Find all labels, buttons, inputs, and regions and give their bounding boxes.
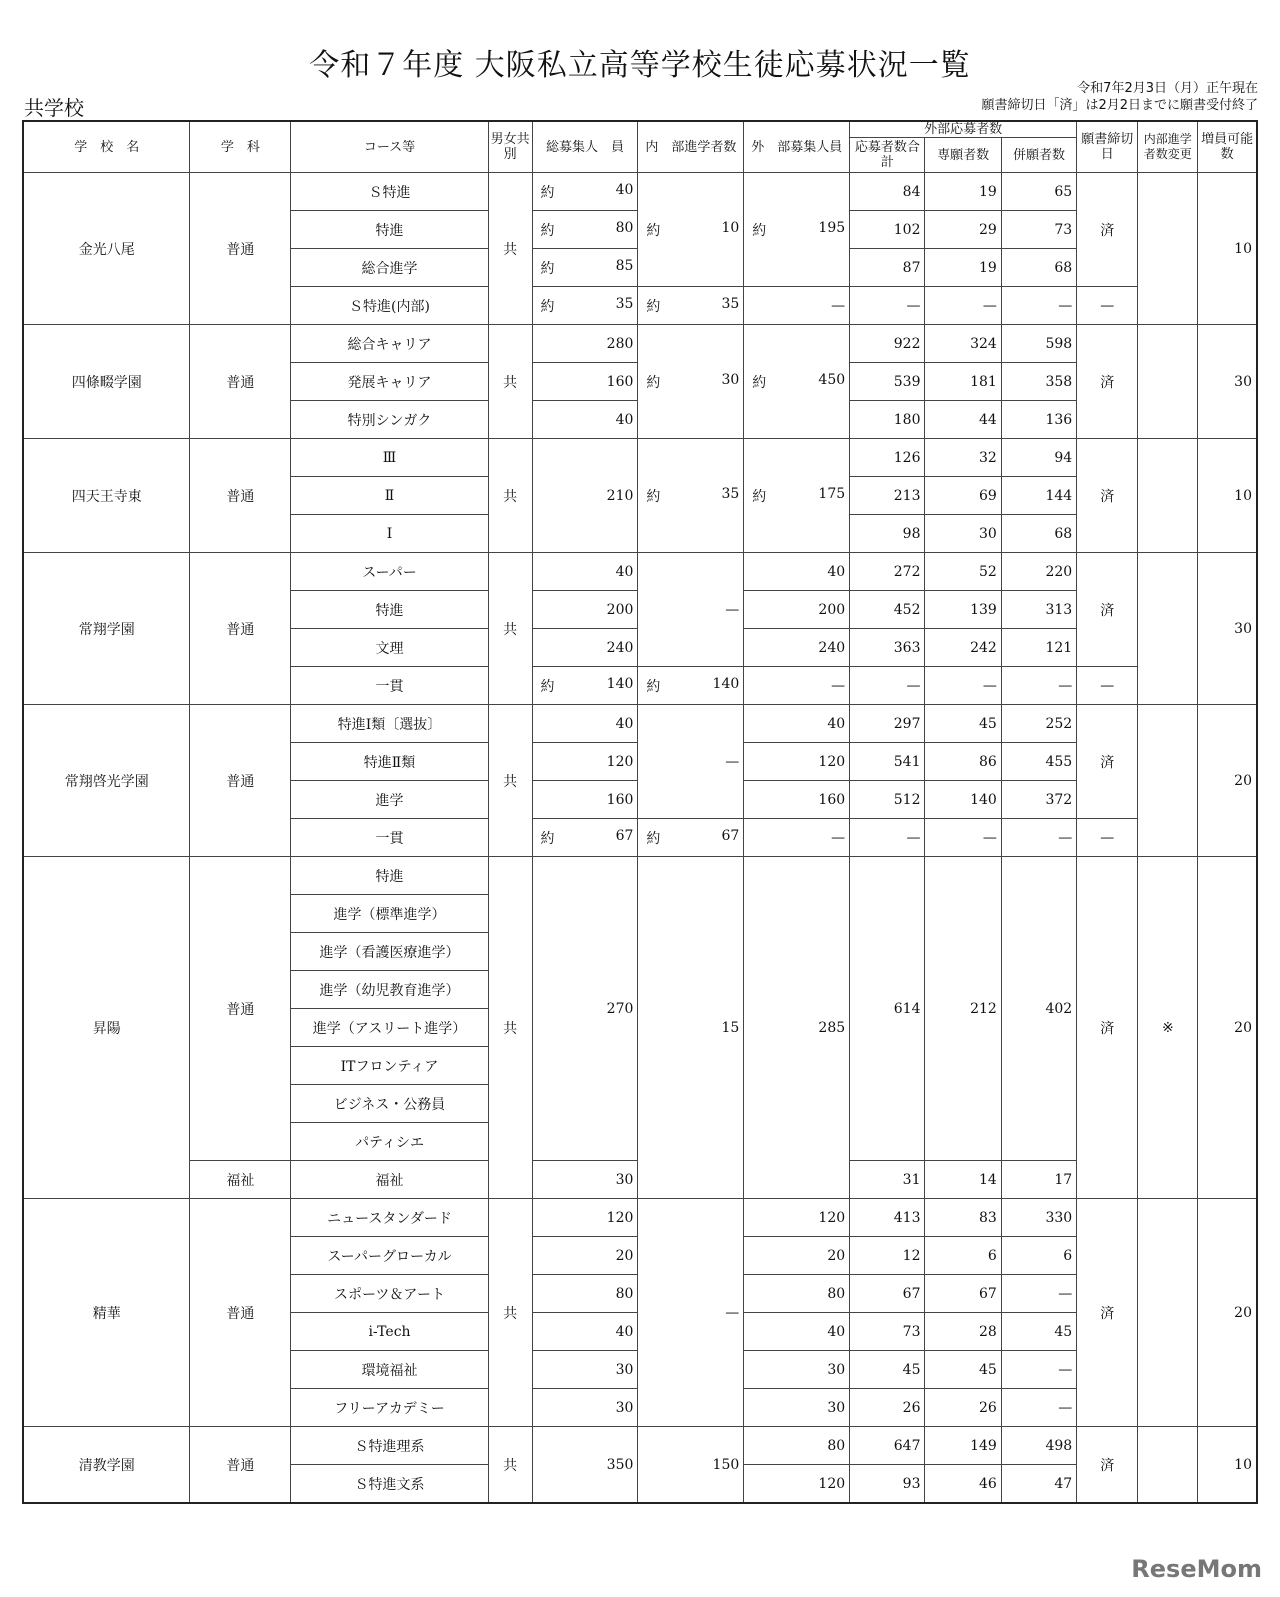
applicants-total: 413 bbox=[850, 1199, 925, 1237]
internal-count bbox=[638, 173, 744, 287]
external-quota bbox=[744, 439, 850, 553]
external-quota-value: 450 bbox=[818, 371, 846, 388]
internal-change bbox=[1138, 325, 1198, 439]
increase-capacity: 20 bbox=[1198, 857, 1257, 1199]
total-quota: 40 bbox=[532, 553, 638, 591]
deadline-status: 済 bbox=[1077, 1199, 1138, 1427]
department: 普通 bbox=[190, 439, 291, 553]
course-name: 特別シンガク bbox=[291, 401, 489, 439]
heigan-count: 68 bbox=[1001, 515, 1076, 553]
header-sengan: 専願者数 bbox=[925, 138, 1001, 173]
external-quota-prefix: 約 bbox=[752, 222, 767, 239]
external-quota: 120 bbox=[744, 1199, 850, 1237]
course-name: 進学（標準進学） bbox=[291, 895, 489, 933]
increase-capacity: 20 bbox=[1198, 1199, 1257, 1427]
school-name: 四天王寺東 bbox=[23, 439, 190, 553]
total-quota: 200 bbox=[532, 591, 638, 629]
course-name: Ｓ特進 bbox=[291, 173, 489, 211]
total-quota-prefix: 約 bbox=[540, 678, 555, 695]
sengan-count: 242 bbox=[925, 629, 1001, 667]
header-dept: 学 科 bbox=[190, 121, 291, 173]
heigan-count: 455 bbox=[1001, 743, 1076, 781]
external-quota: 200 bbox=[744, 591, 850, 629]
heigan-count: 121 bbox=[1001, 629, 1076, 667]
deadline-status: 済 bbox=[1077, 325, 1138, 439]
total-quota-prefix: 約 bbox=[540, 298, 555, 315]
course-name: 進学（アスリート進学） bbox=[291, 1009, 489, 1047]
department: 普通 bbox=[190, 705, 291, 857]
as-of-date: 令和7年2月3日（月）正午現在 bbox=[1077, 81, 1258, 96]
gender-type: 共 bbox=[488, 553, 532, 705]
heigan-count: 65 bbox=[1001, 173, 1076, 211]
course-name: 総合進学 bbox=[291, 249, 489, 287]
external-quota-prefix: 約 bbox=[752, 374, 767, 391]
sengan-count: 181 bbox=[925, 363, 1001, 401]
header-increase: 増員可能数 bbox=[1198, 121, 1257, 173]
internal-count bbox=[638, 667, 744, 705]
sengan-count: 45 bbox=[925, 705, 1001, 743]
table-row bbox=[23, 553, 1257, 591]
internal-change bbox=[1138, 705, 1198, 857]
course-name: 進学 bbox=[291, 781, 489, 819]
internal-count-value: 35 bbox=[721, 295, 740, 312]
external-quota bbox=[744, 173, 850, 287]
course-name: 進学（幼児教育進学） bbox=[291, 971, 489, 1009]
heigan-count: 68 bbox=[1001, 249, 1076, 287]
external-quota: 20 bbox=[744, 1237, 850, 1275]
deadline-status: 済 bbox=[1077, 857, 1138, 1199]
department: 普通 bbox=[190, 173, 291, 325]
applicants-total: 87 bbox=[850, 249, 925, 287]
total-quota-value: 67 bbox=[615, 827, 634, 844]
internal-count-prefix: 約 bbox=[646, 488, 661, 505]
deadline-status: 済 bbox=[1077, 1427, 1138, 1504]
applications-table bbox=[22, 120, 1258, 1504]
applicants-total: 45 bbox=[850, 1351, 925, 1389]
total-quota: 20 bbox=[532, 1237, 638, 1275]
header-deadline: 願書締切日 bbox=[1077, 121, 1138, 173]
external-quota: 40 bbox=[744, 1313, 850, 1351]
course-name: Ｓ特進理系 bbox=[291, 1427, 489, 1465]
course-name: Ⅲ bbox=[291, 439, 489, 477]
gender-type: 共 bbox=[488, 857, 532, 1199]
deadline-status: 済 bbox=[1077, 553, 1138, 667]
heigan-count: 6 bbox=[1001, 1237, 1076, 1275]
header-internal: 内 部進学者数 bbox=[638, 121, 744, 173]
table-row bbox=[23, 439, 1257, 477]
sengan-count: 44 bbox=[925, 401, 1001, 439]
total-quota: 40 bbox=[532, 401, 638, 439]
course-name: 環境福祉 bbox=[291, 1351, 489, 1389]
heigan-count: 498 bbox=[1001, 1427, 1076, 1465]
course-name: ビジネス・公務員 bbox=[291, 1085, 489, 1123]
applicants-total: 31 bbox=[850, 1161, 925, 1199]
total-quota-prefix: 約 bbox=[540, 260, 555, 277]
department: 普通 bbox=[190, 553, 291, 705]
external-quota: 285 bbox=[744, 857, 850, 1199]
sengan-count: 30 bbox=[925, 515, 1001, 553]
sengan-count: — bbox=[925, 819, 1001, 857]
school-name: 昇陽 bbox=[23, 857, 190, 1199]
internal-count bbox=[638, 325, 744, 439]
course-name: Ｓ特進(内部) bbox=[291, 287, 489, 325]
course-name: フリーアカデミー bbox=[291, 1389, 489, 1427]
heigan-count: 73 bbox=[1001, 211, 1076, 249]
total-quota: 30 bbox=[532, 1161, 638, 1199]
total-quota: 270 bbox=[532, 857, 638, 1161]
course-name: ニュースタンダード bbox=[291, 1199, 489, 1237]
heigan-count: 252 bbox=[1001, 705, 1076, 743]
internal-count-prefix: 約 bbox=[646, 678, 661, 695]
sengan-count: 139 bbox=[925, 591, 1001, 629]
course-name: 進学（看護医療進学） bbox=[291, 933, 489, 971]
total-quota bbox=[532, 819, 638, 857]
external-quota-prefix: 約 bbox=[752, 488, 767, 505]
external-quota: 80 bbox=[744, 1275, 850, 1313]
applicants-total: 539 bbox=[850, 363, 925, 401]
internal-count-value: 67 bbox=[721, 827, 740, 844]
header-heigan: 併願者数 bbox=[1001, 138, 1076, 173]
as-of-note bbox=[981, 80, 1258, 114]
internal-count bbox=[638, 287, 744, 325]
watermark-logo: ReseMom bbox=[1131, 1555, 1262, 1583]
internal-change bbox=[1138, 1199, 1198, 1427]
applicants-total: 922 bbox=[850, 325, 925, 363]
heigan-count: 358 bbox=[1001, 363, 1076, 401]
school-name: 常翔啓光学園 bbox=[23, 705, 190, 857]
course-name: 一貫 bbox=[291, 819, 489, 857]
total-quota-value: 140 bbox=[606, 675, 634, 692]
deadline-status: 済 bbox=[1077, 439, 1138, 553]
applicants-total: 180 bbox=[850, 401, 925, 439]
sengan-count: 29 bbox=[925, 211, 1001, 249]
heigan-count: 598 bbox=[1001, 325, 1076, 363]
total-quota bbox=[532, 287, 638, 325]
applicants-total: 614 bbox=[850, 857, 925, 1161]
external-quota: 120 bbox=[744, 743, 850, 781]
school-name: 金光八尾 bbox=[23, 173, 190, 325]
course-name: 特進 bbox=[291, 591, 489, 629]
internal-count-value: 10 bbox=[721, 219, 740, 236]
department: 普通 bbox=[190, 857, 291, 1161]
applicants-total: 26 bbox=[850, 1389, 925, 1427]
course-name: 総合キャリア bbox=[291, 325, 489, 363]
department: 普通 bbox=[190, 325, 291, 439]
sengan-count: — bbox=[925, 667, 1001, 705]
internal-count: 150 bbox=[638, 1427, 744, 1504]
heigan-count: 220 bbox=[1001, 553, 1076, 591]
heigan-count: — bbox=[1001, 1389, 1076, 1427]
table-row bbox=[23, 705, 1257, 743]
total-quota-value: 35 bbox=[615, 295, 634, 312]
external-quota: 80 bbox=[744, 1427, 850, 1465]
gender-type: 共 bbox=[488, 1427, 532, 1504]
sengan-count: 6 bbox=[925, 1237, 1001, 1275]
deadline-status: 済 bbox=[1077, 705, 1138, 819]
increase-capacity: 10 bbox=[1198, 1427, 1257, 1504]
internal-count-prefix: 約 bbox=[646, 374, 661, 391]
table-row bbox=[23, 857, 1257, 895]
header-applicants-total: 応募者数合計 bbox=[850, 138, 925, 173]
total-quota-prefix: 約 bbox=[540, 830, 555, 847]
applicants-total: 272 bbox=[850, 553, 925, 591]
total-quota-value: 40 bbox=[615, 181, 634, 198]
external-quota: 40 bbox=[744, 705, 850, 743]
course-name: i-Tech bbox=[291, 1313, 489, 1351]
deadline-status: 済 bbox=[1077, 173, 1138, 287]
header-course: コース等 bbox=[291, 121, 489, 173]
sengan-count: 32 bbox=[925, 439, 1001, 477]
sengan-count: 140 bbox=[925, 781, 1001, 819]
external-quota: — bbox=[744, 819, 850, 857]
table-row bbox=[23, 173, 1257, 211]
external-quota: 40 bbox=[744, 553, 850, 591]
external-quota: 30 bbox=[744, 1351, 850, 1389]
applicants-total: 102 bbox=[850, 211, 925, 249]
course-name: Ｓ特進文系 bbox=[291, 1465, 489, 1504]
applicants-total: 541 bbox=[850, 743, 925, 781]
department: 福祉 bbox=[190, 1161, 291, 1199]
header-external-applicants-group: 外部応募者数 bbox=[850, 121, 1077, 138]
total-quota-prefix: 約 bbox=[540, 222, 555, 239]
deadline-status: — bbox=[1077, 819, 1138, 857]
gender-type: 共 bbox=[488, 1199, 532, 1427]
deadline-status: — bbox=[1077, 287, 1138, 325]
sengan-count: 67 bbox=[925, 1275, 1001, 1313]
applicants-total: 452 bbox=[850, 591, 925, 629]
header-total: 総募集人 員 bbox=[532, 121, 638, 173]
heigan-count: 313 bbox=[1001, 591, 1076, 629]
course-name: Ⅱ bbox=[291, 477, 489, 515]
applicants-total: 98 bbox=[850, 515, 925, 553]
sengan-count: 149 bbox=[925, 1427, 1001, 1465]
total-quota bbox=[532, 211, 638, 249]
external-quota: 240 bbox=[744, 629, 850, 667]
sengan-count: 69 bbox=[925, 477, 1001, 515]
total-quota: 30 bbox=[532, 1389, 638, 1427]
internal-count: — bbox=[638, 705, 744, 819]
heigan-count: 45 bbox=[1001, 1313, 1076, 1351]
heigan-count: 372 bbox=[1001, 781, 1076, 819]
external-quota: 160 bbox=[744, 781, 850, 819]
sengan-count: 19 bbox=[925, 249, 1001, 287]
heigan-count: 17 bbox=[1001, 1161, 1076, 1199]
course-name: 発展キャリア bbox=[291, 363, 489, 401]
heigan-count: 94 bbox=[1001, 439, 1076, 477]
applicants-total: 213 bbox=[850, 477, 925, 515]
total-quota: 30 bbox=[532, 1351, 638, 1389]
total-quota-value: 85 bbox=[615, 257, 634, 274]
internal-count-prefix: 約 bbox=[646, 298, 661, 315]
applicants-total: 297 bbox=[850, 705, 925, 743]
course-name: 特進 bbox=[291, 857, 489, 895]
internal-count-prefix: 約 bbox=[646, 830, 661, 847]
applicants-total: 84 bbox=[850, 173, 925, 211]
internal-count: — bbox=[638, 1199, 744, 1427]
total-quota: 120 bbox=[532, 743, 638, 781]
total-quota: 210 bbox=[532, 439, 638, 553]
table-row bbox=[23, 325, 1257, 363]
heigan-count: 330 bbox=[1001, 1199, 1076, 1237]
section-label: 共学校 bbox=[24, 96, 84, 120]
applicants-total: 93 bbox=[850, 1465, 925, 1504]
internal-count-value: 30 bbox=[721, 371, 740, 388]
applicants-total: 647 bbox=[850, 1427, 925, 1465]
total-quota-value: 80 bbox=[615, 219, 634, 236]
course-name: スーパー bbox=[291, 553, 489, 591]
total-quota: 350 bbox=[532, 1427, 638, 1504]
increase-capacity: 10 bbox=[1198, 173, 1257, 325]
external-quota: — bbox=[744, 287, 850, 325]
course-name: Ⅰ bbox=[291, 515, 489, 553]
course-name: パティシエ bbox=[291, 1123, 489, 1161]
deadline-status: — bbox=[1077, 667, 1138, 705]
heigan-count: 144 bbox=[1001, 477, 1076, 515]
heigan-count: — bbox=[1001, 287, 1076, 325]
header-external: 外 部募集人員 bbox=[744, 121, 850, 173]
external-quota-value: 195 bbox=[818, 219, 846, 236]
total-quota: 160 bbox=[532, 363, 638, 401]
increase-capacity: 20 bbox=[1198, 705, 1257, 857]
external-quota bbox=[744, 325, 850, 439]
total-quota bbox=[532, 249, 638, 287]
internal-count-value: 140 bbox=[712, 675, 740, 692]
heigan-count: — bbox=[1001, 1351, 1076, 1389]
header-school: 学 校 名 bbox=[23, 121, 190, 173]
total-quota: 40 bbox=[532, 1313, 638, 1351]
applicants-total: — bbox=[850, 819, 925, 857]
header-gender: 男女共別 bbox=[488, 121, 532, 173]
applicants-total: — bbox=[850, 287, 925, 325]
internal-change bbox=[1138, 1427, 1198, 1504]
applicants-total: 512 bbox=[850, 781, 925, 819]
sengan-count: 324 bbox=[925, 325, 1001, 363]
internal-count: 15 bbox=[638, 857, 744, 1199]
increase-capacity: 30 bbox=[1198, 325, 1257, 439]
course-name: 文理 bbox=[291, 629, 489, 667]
heigan-count: — bbox=[1001, 819, 1076, 857]
external-quota: — bbox=[744, 667, 850, 705]
applicants-total: 67 bbox=[850, 1275, 925, 1313]
table-row bbox=[23, 1427, 1257, 1465]
sengan-count: 212 bbox=[925, 857, 1001, 1161]
internal-count bbox=[638, 819, 744, 857]
department: 普通 bbox=[190, 1199, 291, 1427]
heigan-count: 136 bbox=[1001, 401, 1076, 439]
sengan-count: 28 bbox=[925, 1313, 1001, 1351]
course-name: スポーツ＆アート bbox=[291, 1275, 489, 1313]
school-name: 四條畷学園 bbox=[23, 325, 190, 439]
header-internal-change: 内部進学者数変更 bbox=[1138, 121, 1198, 173]
deadline-note: 願書締切日「済」は2月2日までに願書受付終了 bbox=[981, 98, 1258, 113]
internal-count-prefix: 約 bbox=[646, 222, 661, 239]
applicants-total: 363 bbox=[850, 629, 925, 667]
school-name: 精華 bbox=[23, 1199, 190, 1427]
course-name: スーパーグローカル bbox=[291, 1237, 489, 1275]
sengan-count: 83 bbox=[925, 1199, 1001, 1237]
course-name: ITフロンティア bbox=[291, 1047, 489, 1085]
school-name: 常翔学園 bbox=[23, 553, 190, 705]
applicants-total: 126 bbox=[850, 439, 925, 477]
total-quota: 80 bbox=[532, 1275, 638, 1313]
external-quota-value: 175 bbox=[818, 485, 846, 502]
internal-count bbox=[638, 439, 744, 553]
page-title: 令和７年度 大阪私立高等学校生徒応募状況一覧 bbox=[309, 48, 971, 83]
total-quota-prefix: 約 bbox=[540, 184, 555, 201]
gender-type: 共 bbox=[488, 439, 532, 553]
applicants-total: 12 bbox=[850, 1237, 925, 1275]
increase-capacity: 30 bbox=[1198, 553, 1257, 705]
course-name: 特進 bbox=[291, 211, 489, 249]
sengan-count: 86 bbox=[925, 743, 1001, 781]
increase-capacity: 10 bbox=[1198, 439, 1257, 553]
total-quota bbox=[532, 173, 638, 211]
total-quota bbox=[532, 667, 638, 705]
sengan-count: 14 bbox=[925, 1161, 1001, 1199]
gender-type: 共 bbox=[488, 325, 532, 439]
internal-change: ※ bbox=[1138, 857, 1198, 1199]
sengan-count: — bbox=[925, 287, 1001, 325]
sengan-count: 46 bbox=[925, 1465, 1001, 1504]
internal-change bbox=[1138, 439, 1198, 553]
gender-type: 共 bbox=[488, 173, 532, 325]
heigan-count: 402 bbox=[1001, 857, 1076, 1161]
external-quota: 120 bbox=[744, 1465, 850, 1504]
internal-change bbox=[1138, 553, 1198, 705]
course-name: 福祉 bbox=[291, 1161, 489, 1199]
internal-change bbox=[1138, 173, 1198, 325]
total-quota: 120 bbox=[532, 1199, 638, 1237]
course-name: 特進Ⅱ類 bbox=[291, 743, 489, 781]
heigan-count: 47 bbox=[1001, 1465, 1076, 1504]
external-quota: 30 bbox=[744, 1389, 850, 1427]
course-name: 特進Ⅰ類〔選抜〕 bbox=[291, 705, 489, 743]
internal-count: — bbox=[638, 553, 744, 667]
sengan-count: 26 bbox=[925, 1389, 1001, 1427]
course-name: 一貫 bbox=[291, 667, 489, 705]
department: 普通 bbox=[190, 1427, 291, 1504]
table-body bbox=[23, 173, 1257, 1504]
total-quota: 240 bbox=[532, 629, 638, 667]
internal-count-value: 35 bbox=[721, 485, 740, 502]
heigan-count: — bbox=[1001, 667, 1076, 705]
school-name: 清教学園 bbox=[23, 1427, 190, 1504]
table-row bbox=[23, 1199, 1257, 1237]
applicants-total: — bbox=[850, 667, 925, 705]
total-quota: 40 bbox=[532, 705, 638, 743]
applicants-total: 73 bbox=[850, 1313, 925, 1351]
gender-type: 共 bbox=[488, 705, 532, 857]
total-quota: 280 bbox=[532, 325, 638, 363]
sengan-count: 19 bbox=[925, 173, 1001, 211]
sengan-count: 52 bbox=[925, 553, 1001, 591]
sengan-count: 45 bbox=[925, 1351, 1001, 1389]
heigan-count: — bbox=[1001, 1275, 1076, 1313]
total-quota: 160 bbox=[532, 781, 638, 819]
